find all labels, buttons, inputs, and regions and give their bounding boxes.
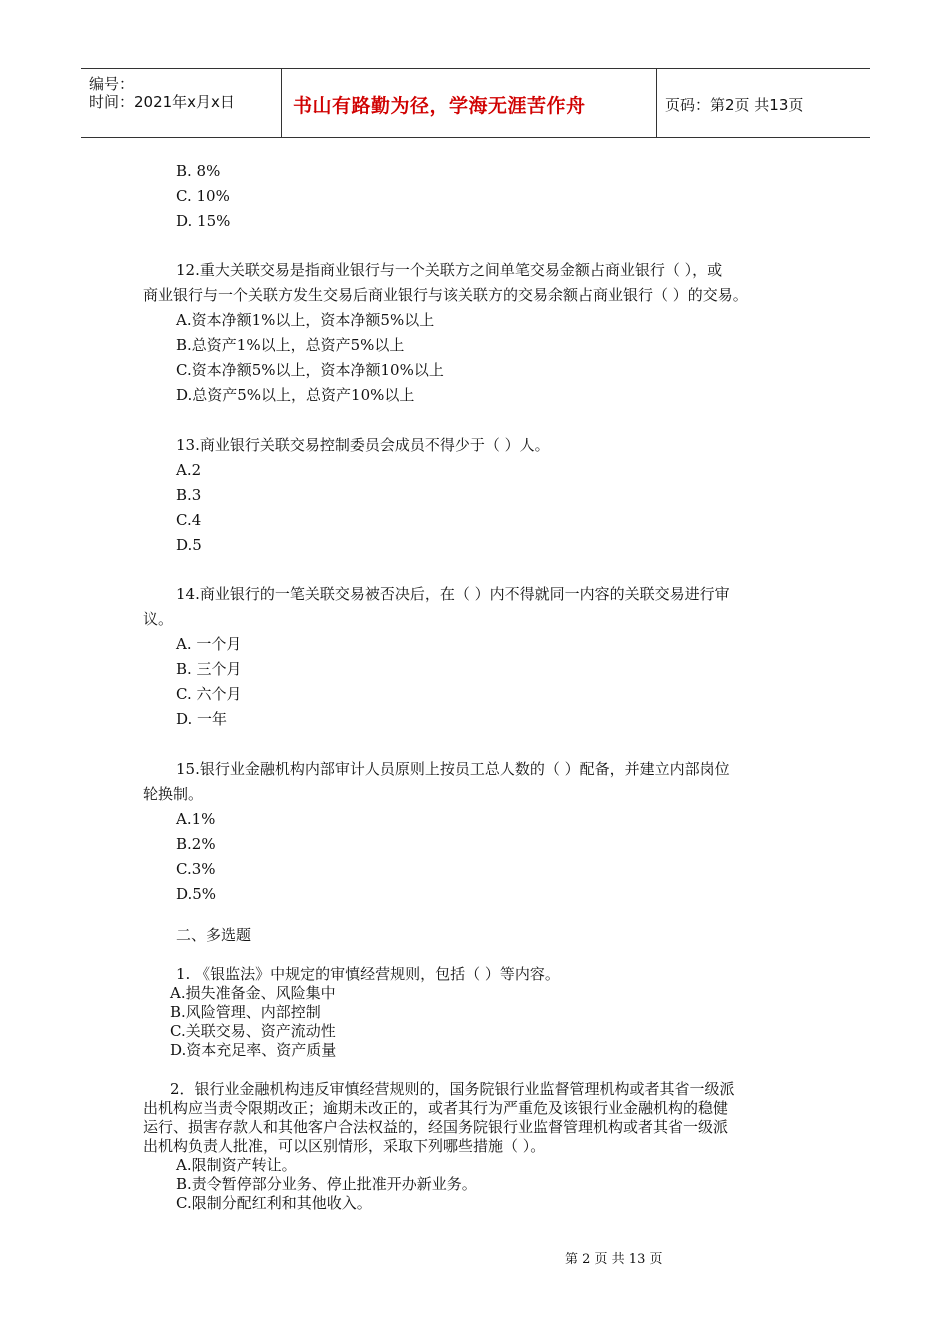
multi-question-2-text-cont: 出机构应当责令限期改正；逾期未改正的，或者其行为严重危及该银行业金融机构的稳健	[143, 1099, 729, 1117]
option-q13-d: D.5	[176, 536, 202, 554]
page-footer: 第 2 页 共 13 页	[565, 1252, 663, 1267]
header-page-number: 页码：第2页 共13页	[665, 96, 804, 114]
option-q13-a: A.2	[176, 461, 202, 479]
option-q13-c: C.4	[176, 511, 202, 529]
document-time-label: 时间：2021年x月x日	[89, 93, 235, 111]
option-q12-c: C.资本净额5%以上，资本净额10%以上	[176, 361, 444, 379]
header-divider	[281, 69, 282, 137]
header-divider	[656, 69, 657, 137]
option-q14-c: C. 六个月	[176, 685, 242, 703]
option-m1-d: D.资本充足率、资产质量	[170, 1041, 337, 1059]
option-q15-d: D.5%	[176, 885, 217, 903]
question-12-text: 12.重大关联交易是指商业银行与一个关联方之间单笔交易金额占商业银行（ ），或	[176, 261, 723, 279]
option-m1-a: A.损失准备金、风险集中	[170, 984, 336, 1002]
multi-question-1-text: 1. 《银监法》中规定的审慎经营规则，包括（ ）等内容。	[176, 965, 560, 983]
question-13-text: 13.商业银行关联交易控制委员会成员不得少于（ ）人。	[176, 436, 550, 454]
multi-question-2-text-cont: 运行、损害存款人和其他客户合法权益的，经国务院银行业监督管理机构或者其省一级派	[143, 1118, 729, 1136]
option-q11-b: B. 8%	[176, 162, 221, 180]
option-q12-b: B.总资产1%以上，总资产5%以上	[176, 336, 405, 354]
option-q14-a: A. 一个月	[176, 635, 242, 653]
option-m2-c: C.限制分配红利和其他收入。	[176, 1194, 372, 1212]
page-header	[81, 68, 870, 138]
option-q14-b: B. 三个月	[176, 660, 242, 678]
option-m2-a: A.限制资产转让。	[176, 1156, 297, 1174]
option-q13-b: B.3	[176, 486, 202, 504]
option-q12-a: A.资本净额1%以上，资本净额5%以上	[176, 311, 435, 329]
option-q11-d: D. 15%	[176, 212, 231, 230]
option-q15-c: C.3%	[176, 860, 216, 878]
question-14-text: 14.商业银行的一笔关联交易被否决后，在（ ）内不得就同一内容的关联交易进行审	[176, 585, 730, 603]
question-12-text-cont: 商业银行与一个关联方发生交易后商业银行与该关联方的交易余额占商业银行（ ）的交易。	[143, 286, 748, 304]
question-15-text: 15.银行业金融机构内部审计人员原则上按员工总人数的（ ）配备，并建立内部岗位	[176, 760, 730, 778]
option-m1-c: C.关联交易、资产流动性	[170, 1022, 336, 1040]
option-q14-d: D. 一年	[176, 710, 228, 728]
option-q15-a: A.1%	[176, 810, 216, 828]
document-code-label: 编号：	[89, 75, 135, 93]
question-15-text-cont: 轮换制。	[143, 785, 204, 803]
option-q12-d: D.总资产5%以上，总资产10%以上	[176, 386, 415, 404]
question-14-text-cont: 议。	[143, 610, 174, 628]
multi-question-2-text: 2．银行业金融机构违反审慎经营规则的，国务院银行业监督管理机构或者其省一级派	[170, 1080, 735, 1098]
option-m1-b: B.风险管理、内部控制	[170, 1003, 321, 1021]
option-q11-c: C. 10%	[176, 187, 230, 205]
option-m2-b: B.责令暂停部分业务、停止批准开办新业务。	[176, 1175, 477, 1193]
header-motto: 书山有路勤为径，学海无涯苦作舟	[293, 95, 586, 117]
option-q15-b: B.2%	[176, 835, 216, 853]
multi-question-2-text-cont: 出机构负责人批准，可以区别情形，采取下列哪些措施（ ）。	[143, 1137, 546, 1155]
section-title-multiple-choice: 二、多选题	[176, 926, 252, 944]
